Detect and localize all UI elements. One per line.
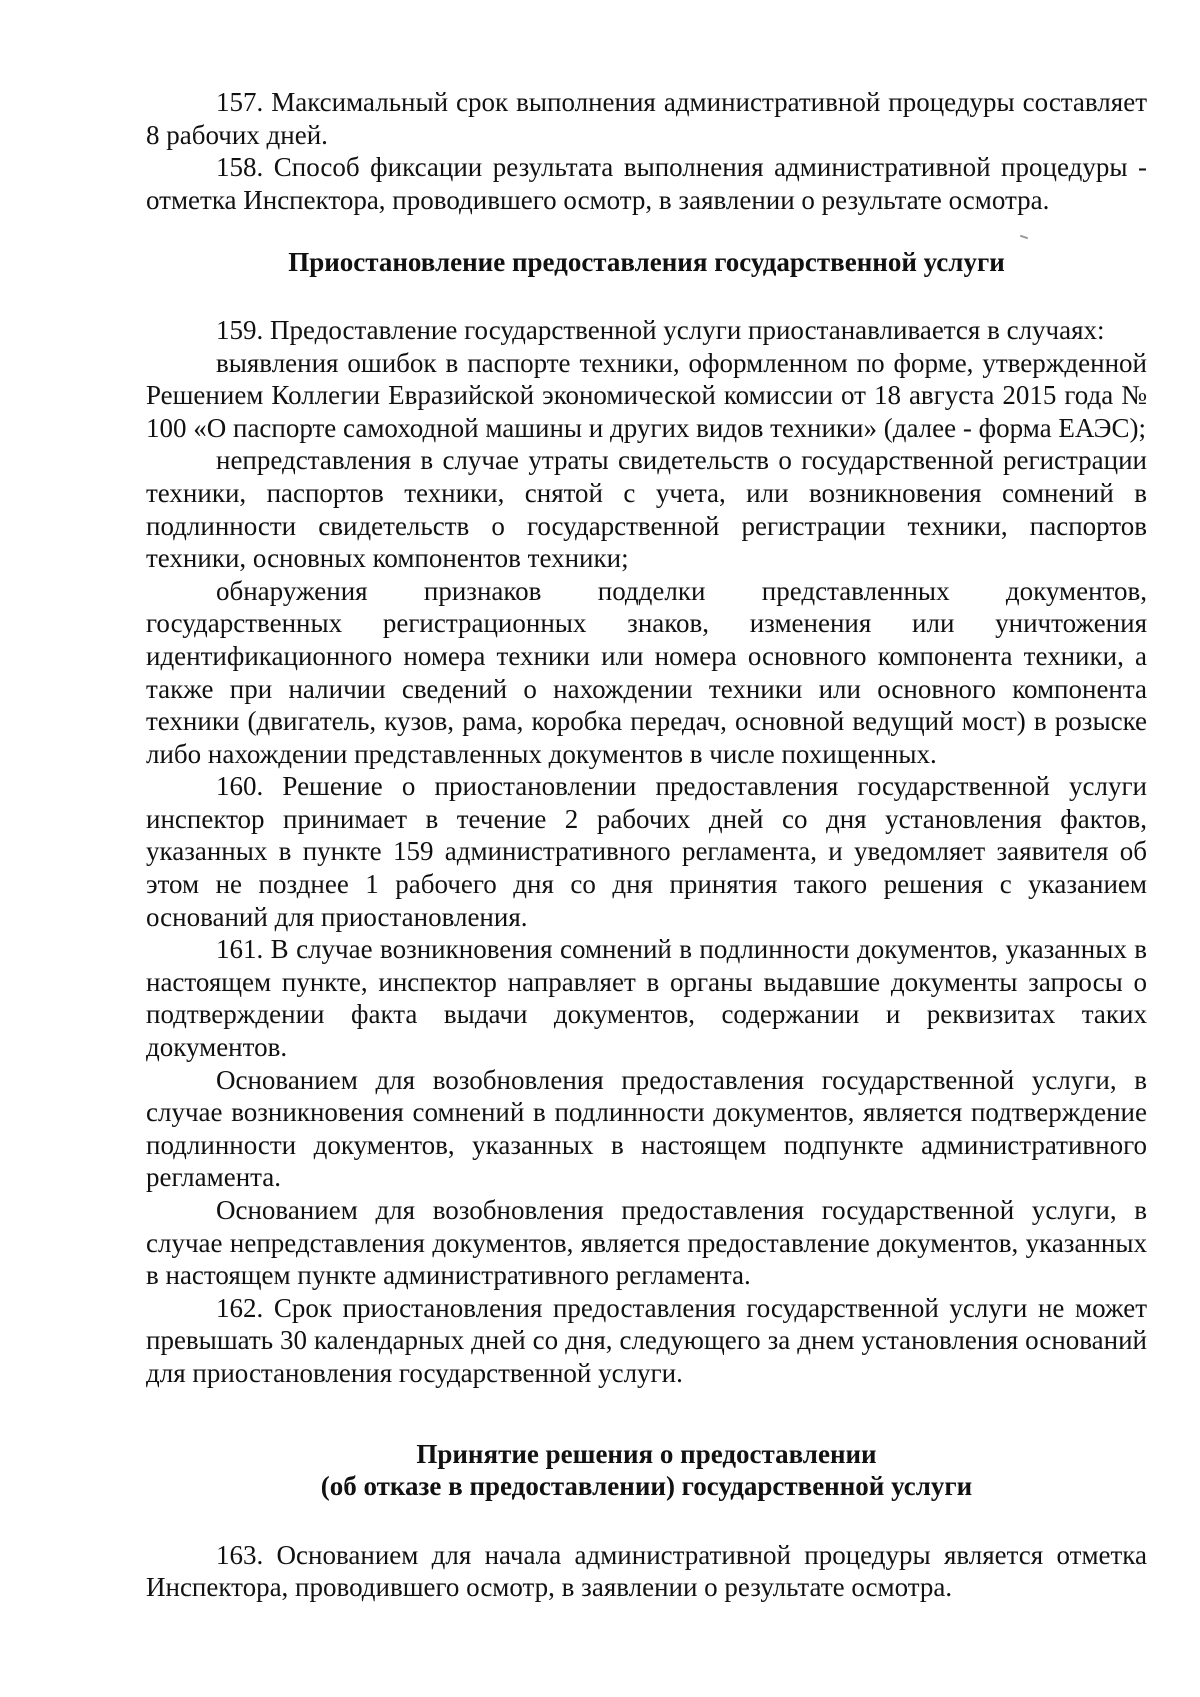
- paragraph-159: 159. Предоставление государственной услуги приостанавливается в случаях:: [216, 314, 1105, 345]
- section-heading-decision-line-1: Принятие решения о предоставлении: [416, 1438, 877, 1469]
- section-heading-suspension: Приостановление предоставления государственной услуги: [288, 247, 1005, 278]
- paragraph-159-case-2: непредставления в случае утраты свидетельств о государственной регистрации техники, паспортов техники, снятой с учета, или возникновения сомнений в подлинности свидетельств о государственной регистрации техники, паспортов техники, основных компонентов техники;: [146, 445, 1147, 574]
- paragraph-159-case-3: обнаружения признаков подделки представленных документов, государственных регистрационных знаков, изменения или уничтожения идентификационного номера техники или номера основного компонента техники, а также при наличии сведений о нахождении техники или основного компонента техники (двигатель, кузов, рама, коробка передач, основной ведущий мост) в розыске либо нахождении представленных документов в числе похищенных.: [146, 575, 1147, 769]
- paragraph-161-resume-2: Основанием для возобновления предоставления государственной услуги, в случае непредставления документов, является предоставление документов, указанных в настоящем пункте административного регламента.: [146, 1195, 1147, 1291]
- section-heading-decision: [146, 1438, 1147, 1503]
- paragraph-161: 161. В случае возникновения сомнений в подлинности документов, указанных в настоящем пункте, инспектор направляет в органы выдавшие документы запросы о подтверждении факта выдачи документов, содержании и реквизитах таких документов.: [146, 934, 1147, 1063]
- paragraph-162: 162. Срок приостановления предоставления государственной услуги не может превышать 30 календарных дней со дня, следующего за днем установления оснований для приостановления государственной услуги.: [146, 1292, 1147, 1388]
- paragraph-157: 157. Максимальный срок выполнения административной процедуры составляет 8 рабочих дней.: [146, 87, 1147, 150]
- paragraph-161-resume-1: Основанием для возобновления предоставления государственной услуги, в случае возникновения сомнений в подлинности документов, является подтверждение подлинности документов, указанных в настоящем подпункте административного регламента.: [146, 1064, 1147, 1193]
- paragraph-159-case-1: выявления ошибок в паспорте техники, оформленном по форме, утвержденной Решением Коллегии Евразийской экономической комиссии от 18 августа 2015 года № 100 «О паспорте самоходной машины и других видов техники» (далее - форма ЕАЭС);: [146, 347, 1147, 443]
- paragraph-158: 158. Способ фиксации результата выполнения административной процедуры - отметка Инспектора, проводившего осмотр, в заявлении о результате осмотра.: [146, 152, 1147, 215]
- document-body: [146, 86, 1147, 1604]
- paragraph-163: 163. Основанием для начала административной процедуры является отметка Инспектора, проводившего осмотр, в заявлении о результате осмотра.: [146, 1539, 1147, 1603]
- paragraph-160: 160. Решение о приостановлении предоставления государственной услуги инспектор принимает в течение 2 рабочих дней со дня установления фактов, указанных в пункте 159 административного регламента, и уведомляет заявителя об этом не позднее 1 рабочего дня со дня принятия такого решения с указанием оснований для приостановления.: [146, 771, 1147, 932]
- section-heading-decision-line-2: (об отказе в предоставлении) государственной услуги: [320, 1471, 973, 1502]
